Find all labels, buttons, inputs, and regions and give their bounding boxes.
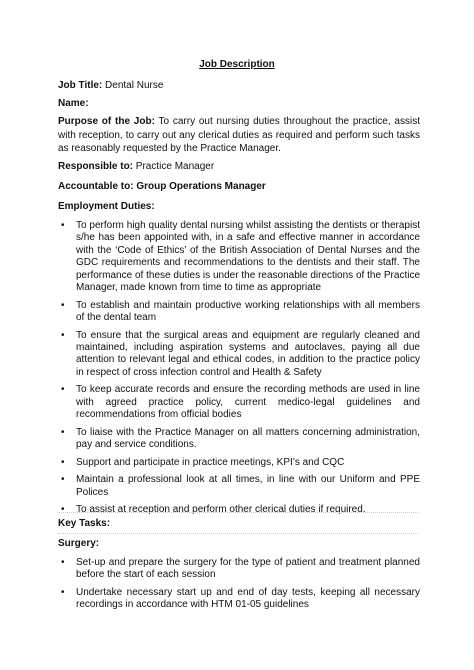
divider bbox=[58, 533, 418, 534]
responsible-line bbox=[58, 160, 420, 174]
surgery-tasks-list bbox=[58, 557, 420, 617]
bullet-icon: • bbox=[61, 474, 65, 486]
bullet-icon: • bbox=[61, 456, 65, 468]
job-title-line bbox=[58, 79, 420, 93]
bullet-icon: • bbox=[61, 504, 65, 516]
duty-text: To assist at reception and perform other clerical duties if required. bbox=[76, 504, 366, 516]
employment-duties-heading: Employment Duties: bbox=[58, 201, 155, 212]
list-item bbox=[58, 330, 420, 380]
document-title: Job Description bbox=[199, 59, 275, 70]
purpose-label: Purpose of the Job: bbox=[58, 116, 155, 127]
duty-text: To establish and maintain productive working relationships with all members of the dental team bbox=[76, 299, 420, 324]
name-label: Name: bbox=[58, 98, 89, 109]
duty-text: To keep accurate records and ensure the recording methods are used in line with agreed practice policy, current medico-legal guidelines and recommendations from official bodies bbox=[76, 384, 420, 421]
task-text: Undertake necessary start up and end of day tests, keeping all necessary recordings in accordance with HTM 01-05 guidelines bbox=[76, 587, 420, 611]
bullet-icon: • bbox=[61, 426, 65, 438]
divider bbox=[58, 512, 418, 513]
purpose-text: To carry out nursing duties throughout the practice, assist with reception, to carry out any clerical duties as required and perform such tasks as reasonably requested by the bbox=[58, 116, 420, 154]
job-title-value: Dental Nurse bbox=[102, 80, 164, 91]
duty-text: To ensure that the surgical areas and equipment are regularly cleaned and maintained, including aspiration systems and autoclaves, paying all due attention to relevant legal and ethical codes, in addition to the practice policy in respect of cross infection control and Health & Safety bbox=[76, 329, 420, 378]
task-text: Set-up and prepare the surgery for the type of patient and treatment planned before the start of each session bbox=[76, 557, 420, 581]
list-item bbox=[58, 220, 420, 294]
list-item bbox=[58, 587, 420, 612]
bullet-icon: • bbox=[61, 384, 65, 396]
list-item bbox=[58, 427, 420, 452]
accountable-line: Accountable to: Group Operations Manager bbox=[58, 181, 266, 192]
purpose-paragraph bbox=[58, 115, 420, 156]
purpose-role: Practice Manager. bbox=[200, 143, 281, 154]
responsible-label: Responsible to: bbox=[58, 161, 134, 172]
employment-duties-list bbox=[58, 220, 420, 522]
surgery-heading: Surgery: bbox=[58, 538, 100, 549]
list-item bbox=[58, 457, 420, 469]
list-item bbox=[58, 474, 420, 499]
duty-text: To liaise with the Practice Manager on all matters concerning administration, pay and service conditions. bbox=[76, 426, 420, 451]
duty-text: Maintain a professional look at all times, in line with our Uniform and PPE Polices bbox=[76, 474, 420, 498]
duty-text: Support and participate in practice meetings, KPI’s and CQC bbox=[76, 456, 345, 468]
list-item bbox=[58, 300, 420, 325]
bullet-icon: • bbox=[61, 587, 65, 598]
bullet-icon: • bbox=[61, 557, 65, 568]
responsible-value: Practice Manager bbox=[133, 161, 215, 172]
bullet-icon: • bbox=[61, 299, 65, 311]
bullet-icon: • bbox=[61, 220, 65, 231]
list-item bbox=[58, 557, 420, 582]
bullet-icon: • bbox=[61, 329, 65, 341]
list-item bbox=[58, 504, 420, 516]
list-item bbox=[58, 384, 420, 421]
key-tasks-heading: Key Tasks: bbox=[58, 518, 111, 529]
job-title-label: Job Title: bbox=[58, 80, 103, 91]
duty-text: To perform high quality dental nursing whilst assisting the dentists or therapist s/he has been appointed with, in a safe and effective manner in accordance with the ‘Code of Ethics’ of the British Association of Dental Nurses and the GDC requirements and recommendations to the dentists and their staff. The performance of these duties is under the reasonable directions of the Practice Manager, made known from time to time as appropriate bbox=[76, 220, 420, 294]
